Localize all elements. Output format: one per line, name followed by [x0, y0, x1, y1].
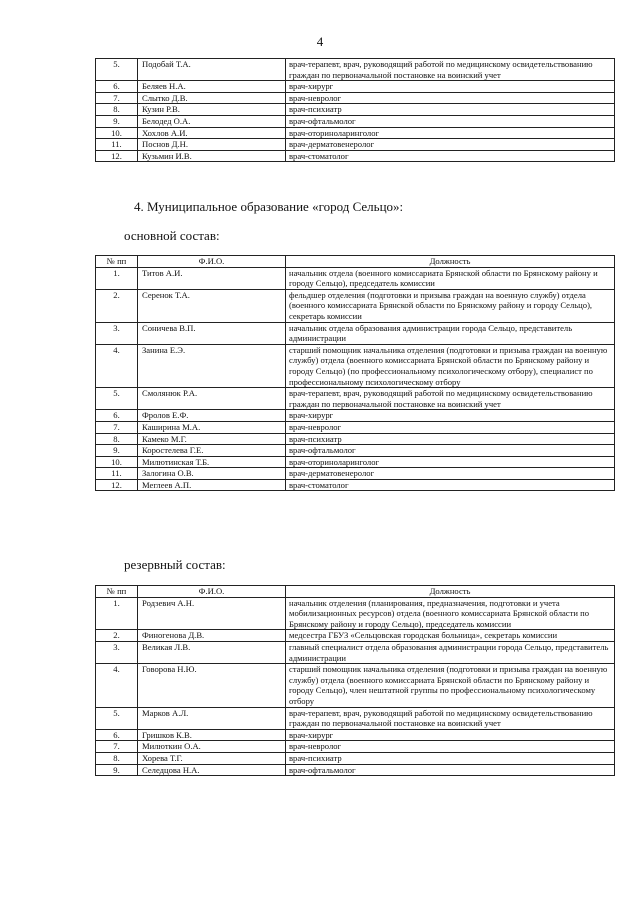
table-row — [96, 388, 615, 410]
row-name: Милюткин О.А. — [138, 741, 286, 753]
header-name: Ф.И.О. — [138, 256, 286, 268]
row-position: главный специалист отдела образования администрации города Сельцо, представитель администрации — [286, 641, 615, 663]
table-row — [96, 764, 615, 776]
table-row — [96, 741, 615, 753]
row-number: 5. — [96, 388, 138, 410]
row-position: врач-офтальмолог — [286, 115, 615, 127]
row-number: 6. — [96, 81, 138, 93]
row-name: Залогина О.В. — [138, 468, 286, 480]
row-number: 12. — [96, 150, 138, 162]
row-number: 5. — [96, 707, 138, 729]
row-number: 10. — [96, 127, 138, 139]
row-number: 2. — [96, 630, 138, 642]
row-name: Милютинская Т.Б. — [138, 456, 286, 468]
row-position: врач-невролог — [286, 421, 615, 433]
table-row — [96, 59, 615, 81]
row-name: Великая Л.В. — [138, 641, 286, 663]
header-num: № пп — [96, 586, 138, 598]
row-number: 5. — [96, 59, 138, 81]
row-name: Поснов Д.Н. — [138, 139, 286, 151]
row-position: врач-стоматолог — [286, 150, 615, 162]
table-row — [96, 289, 615, 322]
row-position: фельдшер отделения (подготовки и призыва граждан на военную службу) отдела (военного комиссариата Брянской области по Брянскому району и городу Сельцо), секретарь комиссии — [286, 289, 615, 322]
row-position: врач-терапевт, врач, руководящий работой по медицинскому освидетельствованию граждан по первоначальной постановке на воинский учет — [286, 388, 615, 410]
row-position: начальник отделения (планирования, предназначения, подготовки и учета мобилизационных ресурсов) отдела (военного комиссариата Брянской области по Брянскому району и городу Сельцо), председатель комиссии — [286, 597, 615, 630]
table-row — [96, 664, 615, 707]
table-row — [96, 104, 615, 116]
table-row — [96, 421, 615, 433]
table-row — [96, 752, 615, 764]
row-position: врач-психиатр — [286, 752, 615, 764]
row-name: Титов А.И. — [138, 267, 286, 289]
row-position: врач-дерматовенеролог — [286, 139, 615, 151]
table-row — [96, 267, 615, 289]
row-number: 9. — [96, 445, 138, 457]
row-position: врач-офтальмолог — [286, 445, 615, 457]
header-position: Должность — [286, 256, 615, 268]
row-name: Кузин Р.В. — [138, 104, 286, 116]
table-row — [96, 630, 615, 642]
row-position: врач-офтальмолог — [286, 764, 615, 776]
row-position: врач-стоматолог — [286, 479, 615, 491]
table-header-row — [96, 586, 615, 598]
row-number: 11. — [96, 468, 138, 480]
row-name: Смолянюк Р.А. — [138, 388, 286, 410]
row-position: начальник отдела (военного комиссариата Брянской области по Брянскому району и городу Сельцо), председатель комиссии — [286, 267, 615, 289]
header-position: Должность — [286, 586, 615, 598]
row-name: Слытко Д.В. — [138, 92, 286, 104]
row-number: 12. — [96, 479, 138, 491]
row-position: старший помощник начальника отделения (подготовки и призыва граждан на военную службу) отдела (военного комиссариата Брянской области по Брянскому району и городу Сельцо), член нештатной группы по профессиональному психологическому отбору — [286, 664, 615, 707]
main-composition-label: основной состав: — [124, 228, 220, 243]
row-name: Беляев Н.А. — [138, 81, 286, 93]
row-position: врач-оториноларинголог — [286, 127, 615, 139]
table-row — [96, 410, 615, 422]
reserve-composition-label: резервный состав: — [124, 557, 226, 572]
page-number: 4 — [316, 34, 324, 49]
row-number: 8. — [96, 752, 138, 764]
row-position: врач-хирург — [286, 729, 615, 741]
row-number: 9. — [96, 115, 138, 127]
row-number: 7. — [96, 741, 138, 753]
table-row — [96, 433, 615, 445]
row-name: Фролов Е.Ф. — [138, 410, 286, 422]
table-row — [96, 468, 615, 480]
row-name: Подобай Т.А. — [138, 59, 286, 81]
row-number: 4. — [96, 344, 138, 387]
table-row — [96, 479, 615, 491]
row-position: врач-психиатр — [286, 433, 615, 445]
section-title: 4. Муниципальное образование «город Сельцо»: — [134, 199, 404, 214]
row-number: 1. — [96, 267, 138, 289]
table-continued — [95, 58, 615, 162]
row-position: врач-терапевт, врач, руководящий работой по медицинскому освидетельствованию граждан по первоначальной постановке на воинский учет — [286, 707, 615, 729]
row-position: медсестра ГБУЗ «Сельцовская городская больница», секретарь комиссии — [286, 630, 615, 642]
row-position: врач-хирург — [286, 81, 615, 93]
row-number: 6. — [96, 729, 138, 741]
row-name: Финогенова Д.В. — [138, 630, 286, 642]
row-name: Соничева В.П. — [138, 322, 286, 344]
row-number: 10. — [96, 456, 138, 468]
row-name: Селедцова Н.А. — [138, 764, 286, 776]
row-number: 1. — [96, 597, 138, 630]
row-name: Марков А.Л. — [138, 707, 286, 729]
table-row — [96, 92, 615, 104]
row-number: 7. — [96, 421, 138, 433]
table-reserve-composition — [95, 585, 615, 776]
row-position: врач-невролог — [286, 741, 615, 753]
row-name: Серенок Т.А. — [138, 289, 286, 322]
row-name: Хорева Т.Г. — [138, 752, 286, 764]
row-name: Коростелева Г.Е. — [138, 445, 286, 457]
row-number: 3. — [96, 322, 138, 344]
row-number: 11. — [96, 139, 138, 151]
table-row — [96, 115, 615, 127]
table-main-composition — [95, 255, 615, 491]
table-row — [96, 729, 615, 741]
row-name: Родзевич А.Н. — [138, 597, 286, 630]
row-number: 9. — [96, 764, 138, 776]
table-row — [96, 150, 615, 162]
row-position: врач-невролог — [286, 92, 615, 104]
row-number: 2. — [96, 289, 138, 322]
table-row — [96, 641, 615, 663]
row-position: врач-терапевт, врач, руководящий работой по медицинскому освидетельствованию граждан по первоначальной постановке на воинский учет — [286, 59, 615, 81]
row-name: Говорова Н.Ю. — [138, 664, 286, 707]
row-number: 8. — [96, 104, 138, 116]
row-position: старший помощник начальника отделения (подготовки и призыва граждан на военную службу) отдела (военного комиссариата Брянской области по Брянскому району и городу Сельцо) (по профессиональному психологическому отбору), специалист по профессиональному психологическому отбору — [286, 344, 615, 387]
row-position: врач-психиатр — [286, 104, 615, 116]
header-name: Ф.И.О. — [138, 586, 286, 598]
table-row — [96, 445, 615, 457]
row-name: Хохлов А.И. — [138, 127, 286, 139]
table-row — [96, 139, 615, 151]
header-num: № пп — [96, 256, 138, 268]
table-row — [96, 707, 615, 729]
table-row — [96, 127, 615, 139]
row-position: врач-хирург — [286, 410, 615, 422]
row-name: Занина Е.Э. — [138, 344, 286, 387]
table-header-row — [96, 256, 615, 268]
table-row — [96, 81, 615, 93]
row-number: 6. — [96, 410, 138, 422]
table-row — [96, 322, 615, 344]
table-row — [96, 344, 615, 387]
row-number: 8. — [96, 433, 138, 445]
row-number: 7. — [96, 92, 138, 104]
row-number: 3. — [96, 641, 138, 663]
row-name: Каширина М.А. — [138, 421, 286, 433]
table-row — [96, 597, 615, 630]
row-position: врач-дерматовенеролог — [286, 468, 615, 480]
row-number: 4. — [96, 664, 138, 707]
row-name: Белодед О.А. — [138, 115, 286, 127]
row-name: Меглеев А.П. — [138, 479, 286, 491]
table-row — [96, 456, 615, 468]
row-position: начальник отдела образования администрации города Сельцо, представитель администрации — [286, 322, 615, 344]
row-position: врач-оториноларинголог — [286, 456, 615, 468]
row-name: Кузьмин И.В. — [138, 150, 286, 162]
row-name: Гришков К.В. — [138, 729, 286, 741]
row-name: Камеко М.Г. — [138, 433, 286, 445]
